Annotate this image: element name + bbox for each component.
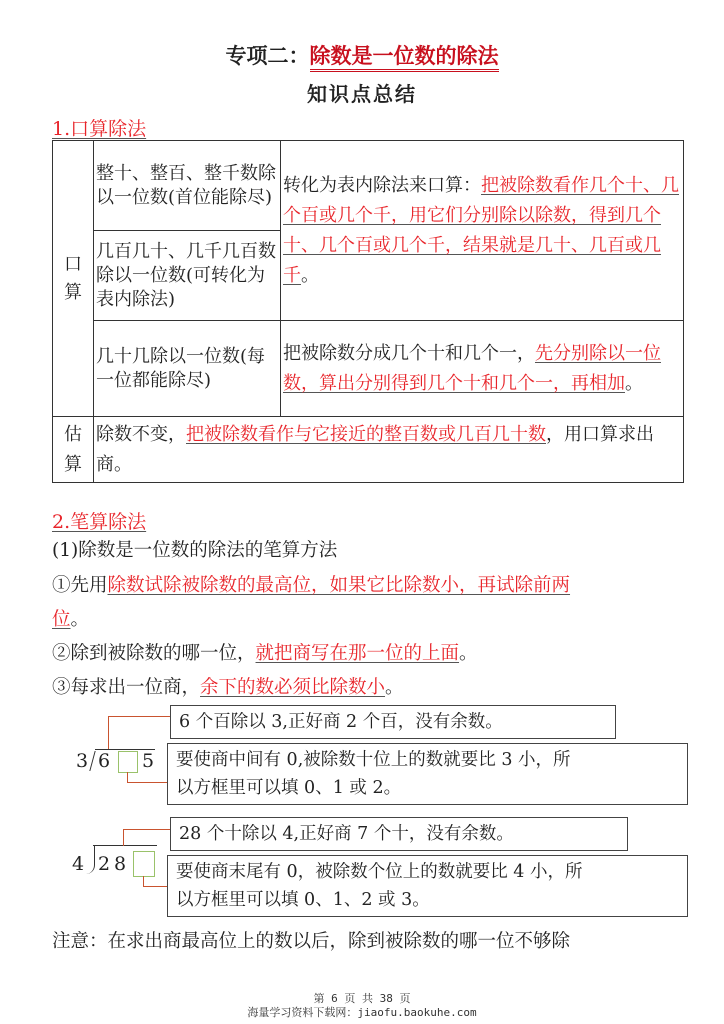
rule-1 bbox=[52, 572, 570, 600]
example-2-divisor: 4 bbox=[72, 853, 85, 875]
type-cell-2: 几百几十、几千几百数除以一位数(可转化为表内除法) bbox=[94, 231, 281, 321]
oral-category-cell bbox=[53, 141, 94, 417]
method-3-text: 把被除数分成几个十和几个一， bbox=[283, 342, 535, 364]
example-1-note-top: 6 个百除以 3,正好商 2 个百，没有余数。 bbox=[170, 705, 616, 739]
example-1-digit-hundreds: 6 bbox=[98, 750, 111, 772]
rule-1-end: 。 bbox=[70, 609, 90, 630]
section1-heading: 1.口算除法 bbox=[52, 118, 147, 140]
example-2-note-line-b: 以方框里可以填 0、1、2 或 3。 bbox=[176, 890, 430, 910]
title-topic: 除数是一位数的除法 bbox=[310, 43, 499, 72]
estimate-cell bbox=[94, 417, 684, 483]
bracket-top-2 bbox=[123, 829, 170, 846]
method-3-end: 。 bbox=[625, 372, 643, 394]
page-subtitle: 知识点总结 bbox=[307, 82, 417, 106]
method-cell-1 bbox=[281, 141, 684, 321]
division-bracket bbox=[89, 751, 96, 771]
type-cell-1: 整十、整百、整千数除以一位数(首位能除尽) bbox=[94, 141, 281, 231]
rule-3-highlight: 余下的数必须比除数小 bbox=[200, 677, 386, 698]
oral-label: 口算 bbox=[64, 253, 82, 303]
estimate-label: 估算 bbox=[64, 423, 82, 475]
division-bracket bbox=[86, 846, 95, 874]
section2-heading: 2.笔算除法 bbox=[52, 511, 147, 533]
method-1-text: 转化为表内除法来口算： bbox=[283, 174, 481, 196]
method-1-highlight-c: 除数，得到几个十、几个百或几个千，结 bbox=[283, 204, 661, 256]
example-2-note-line-a: 要使商末尾有 0，被除数个位上的数就要比 4 小，所 bbox=[176, 862, 583, 882]
example-2-digit-tens: 2 bbox=[98, 853, 111, 875]
estimate-category-cell bbox=[53, 417, 94, 483]
method-1-highlight-b: 个十、几个百或几个千，用它们分别除以 bbox=[283, 174, 679, 226]
estimate-highlight: 把被除数看作与它接近的整百数或几百几十数 bbox=[186, 423, 546, 445]
site-credit: 海量学习资料下载网：jiaofu.baokuhe.com bbox=[247, 1006, 477, 1019]
example-1-blank-box bbox=[118, 751, 138, 773]
example-1-note-bottom bbox=[167, 743, 688, 805]
method-1-highlight-d: 果就是几十、几百或几千 bbox=[283, 234, 661, 286]
example-2-digit-ones: 8 bbox=[114, 853, 127, 875]
estimate-text-b: ，用 bbox=[546, 423, 582, 445]
method-3-highlight-c: 再相加 bbox=[571, 372, 625, 394]
bracket-top-1 bbox=[108, 716, 171, 749]
example-1-note-line-a: 要使商中间有 0,被除数十位上的数就要比 3 小，所 bbox=[176, 750, 571, 770]
method-3-highlight-a: 先分别除 bbox=[535, 342, 607, 364]
title-prefix: 专项二： bbox=[225, 43, 310, 68]
page-title bbox=[0, 40, 724, 70]
estimate-text-c: 口算求出商。 bbox=[96, 423, 654, 475]
oral-division-table bbox=[52, 140, 684, 483]
bracket-bottom-2 bbox=[143, 876, 168, 887]
rule-2 bbox=[52, 640, 478, 668]
example-1-digit-ones: 5 bbox=[142, 750, 155, 772]
page-number: 第 6 页 共 38 页 bbox=[313, 992, 411, 1005]
method-1-end: 。 bbox=[301, 264, 319, 286]
rule-1-highlight: 除数试除被除数的最高位，如果它比除数小，再试除前两 bbox=[107, 575, 571, 596]
example-2-note-top: 28 个十除以 4,正好商 7 个十，没有余数。 bbox=[170, 817, 628, 851]
estimate-text-a: 除数不变， bbox=[96, 423, 186, 445]
rule-1-text: ①先用 bbox=[52, 575, 108, 596]
rule-1-highlight-b: 位 bbox=[52, 609, 71, 630]
rule-3-end: 。 bbox=[385, 677, 404, 698]
rule-2-end: 。 bbox=[459, 643, 478, 664]
example-2-note-bottom bbox=[167, 855, 688, 917]
note-text: 注意：在求出商最高位上的数以后，除到被除数的哪一位不够除 bbox=[52, 931, 571, 952]
rule-3-text: ③每求出一位商， bbox=[52, 677, 201, 698]
rule-2-highlight: 就把商写在那一位的上面 bbox=[255, 643, 460, 664]
rule-2-text: ②除到被除数的哪一位， bbox=[52, 643, 256, 664]
rule-3 bbox=[52, 674, 404, 702]
subheading-method: (1)除数是一位数的除法的笔算方法 bbox=[52, 540, 338, 561]
example-1-divisor: 3 bbox=[76, 750, 89, 772]
method-cell-3 bbox=[281, 321, 684, 417]
example-2-blank-box bbox=[133, 851, 155, 877]
method-3-highlight-b: 以一位数，算出分别得到几个十和几个一， bbox=[283, 342, 661, 394]
bracket-bottom-1 bbox=[127, 772, 168, 783]
method-1-highlight-a: 把被除数看作几 bbox=[481, 174, 607, 196]
example-1-note-line-b: 以方框里可以填 0、1 或 2。 bbox=[176, 778, 402, 798]
type-cell-3: 几十几除以一位数(每一位都能除尽) bbox=[94, 321, 281, 417]
rule-1-cont bbox=[52, 606, 89, 634]
